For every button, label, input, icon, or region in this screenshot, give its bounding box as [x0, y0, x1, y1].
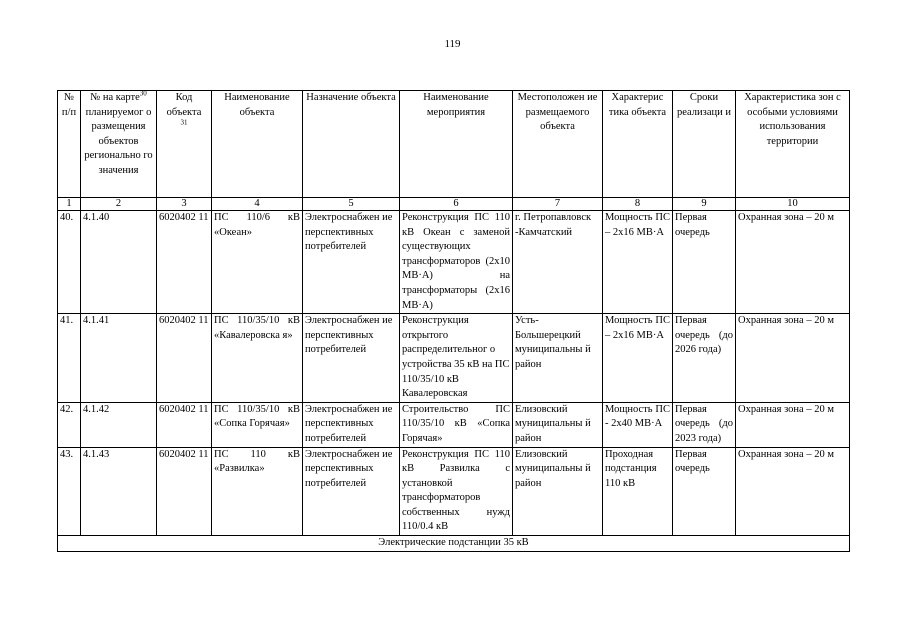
map-number: 4.1.41	[81, 314, 157, 403]
map-number: 4.1.40	[81, 211, 157, 314]
object-code: 6020402 11	[157, 402, 212, 447]
object-characteristic: Мощность ПС - 2х40 МВ·А	[603, 402, 673, 447]
measure-name: Строительство ПС 110/35/10 кВ «Сопка Горячая»	[400, 402, 513, 447]
header-object-purpose: Назначение объекта	[303, 91, 400, 198]
row-number: 40.	[58, 211, 81, 314]
column-number: 1	[58, 198, 81, 211]
measure-name: Реконструкция открытого распределительног о устройства 35 кВ на ПС 110/35/10 кВ Кавалеровская	[400, 314, 513, 403]
object-name: ПС 110 кВ «Развилка»	[212, 447, 303, 536]
object-purpose: Электроснабжен ие перспективных потребителей	[303, 402, 400, 447]
implementation-term: Первая очередь	[673, 447, 736, 536]
section-title: Электрические подстанции 35 кВ	[58, 536, 850, 552]
header-term: Сроки реализаци и	[673, 91, 736, 198]
object-purpose: Электроснабжен ие перспективных потребителей	[303, 447, 400, 536]
table-row	[58, 402, 850, 447]
object-code: 6020402 11	[157, 447, 212, 536]
column-number: 4	[212, 198, 303, 211]
zone-description: Охранная зона – 20 м	[736, 447, 850, 536]
object-location: Усть-Большерецкий муниципальны й район	[513, 314, 603, 403]
section-row	[58, 536, 850, 552]
row-number: 41.	[58, 314, 81, 403]
column-number: 8	[603, 198, 673, 211]
map-number: 4.1.43	[81, 447, 157, 536]
object-location: Елизовский муниципальны й район	[513, 447, 603, 536]
object-characteristic: Мощность ПС – 2х16 МВ·А	[603, 314, 673, 403]
header-characteristic: Характерис тика объекта	[603, 91, 673, 198]
footnote-31: 31	[180, 118, 188, 127]
object-name: ПС 110/35/10 кВ «Кавалеровска я»	[212, 314, 303, 403]
map-number: 4.1.42	[81, 402, 157, 447]
footnote-30: 30	[139, 89, 147, 98]
object-purpose: Электроснабжен ие перспективных потребителей	[303, 211, 400, 314]
zone-description: Охранная зона – 20 м	[736, 402, 850, 447]
object-location: Елизовский муниципальны й район	[513, 402, 603, 447]
column-numbers-row	[58, 198, 850, 211]
table-row	[58, 211, 850, 314]
object-purpose: Электроснабжен ие перспективных потребителей	[303, 314, 400, 403]
table-header-row	[58, 91, 850, 198]
header-row-number: № п/п	[58, 91, 81, 198]
zone-description: Охранная зона – 20 м	[736, 314, 850, 403]
header-location: Местоположен ие размещаемого объекта	[513, 91, 603, 198]
header-object-name: Наименование объекта	[212, 91, 303, 198]
column-number: 9	[673, 198, 736, 211]
implementation-term: Первая очередь (до 2023 года)	[673, 402, 736, 447]
measure-name: Реконструкция ПС 110 кВ Океан с заменой существующих трансформаторов (2х10 МВ·А) на трансформаторы (2х16 МВ·А)	[400, 211, 513, 314]
header-map-number: № на карте$^{30}$ планируемог о размещения объектов регионально го значения	[81, 91, 157, 198]
table-row	[58, 314, 850, 403]
implementation-term: Первая очередь	[673, 211, 736, 314]
column-number: 10	[736, 198, 850, 211]
object-characteristic: Мощность ПС – 2х16 МВ·А	[603, 211, 673, 314]
column-number: 7	[513, 198, 603, 211]
object-name: ПС 110/35/10 кВ «Сопка Горячая»	[212, 402, 303, 447]
header-measure-name: Наименование мероприятия	[400, 91, 513, 198]
objects-table	[57, 90, 850, 552]
header-object-code: Код объекта $^{31}$	[157, 91, 212, 198]
column-number: 3	[157, 198, 212, 211]
row-number: 42.	[58, 402, 81, 447]
object-code: 6020402 11	[157, 314, 212, 403]
object-code: 6020402 11	[157, 211, 212, 314]
column-number: 6	[400, 198, 513, 211]
object-name: ПС 110/6 кВ «Океан»	[212, 211, 303, 314]
zone-description: Охранная зона – 20 м	[736, 211, 850, 314]
implementation-term: Первая очередь (до 2026 года)	[673, 314, 736, 403]
page-number: 119	[444, 38, 461, 50]
column-number: 5	[303, 198, 400, 211]
table-row	[58, 447, 850, 536]
object-location: г. Петропавловск -Камчатский	[513, 211, 603, 314]
object-characteristic: Проходная подстанция 110 кВ	[603, 447, 673, 536]
row-number: 43.	[58, 447, 81, 536]
measure-name: Реконструкция ПС 110 кВ Развилка с установкой трансформаторов собственных нужд 110/0.4 кВ	[400, 447, 513, 536]
header-zone: Характеристика зон с особыми условиями использования территории	[736, 91, 850, 198]
column-number: 2	[81, 198, 157, 211]
